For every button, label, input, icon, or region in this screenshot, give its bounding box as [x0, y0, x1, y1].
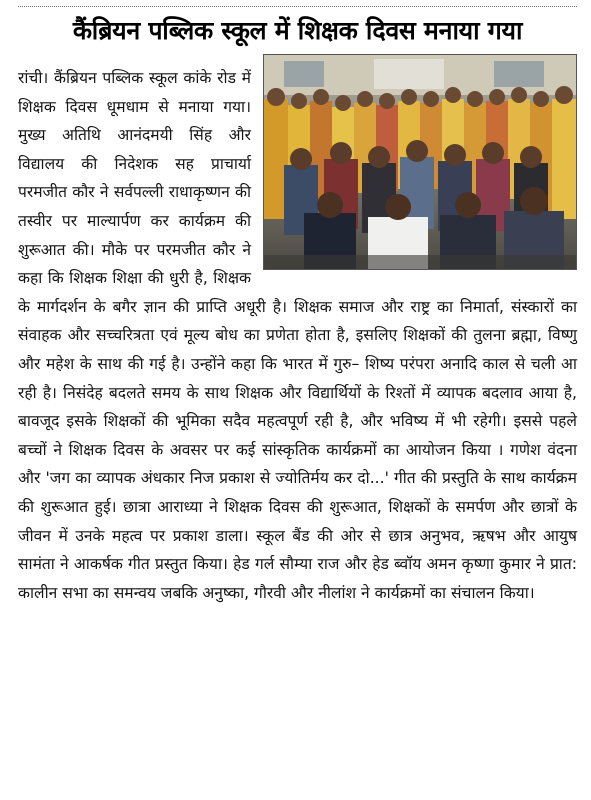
article-text: रांची। कैंब्रियन पब्लिक स्कूल कांके रोड में शिक्षक दिवस धूमधाम से मनाया गया। मुख्य अतिथि आनंदमयी सिंह और विद्यालय की निदेशक सह प्राचार्या परमजीत कौर ने सर्वपल्ली राधाकृष्णन की तस्वीर पर माल्यार्पण कर कार्यक्रम की शुरूआत की। मौके पर परमजीत कौर ने कहा कि शिक्षक शिक्षा की धुरी है, शिक्षक के मार्गदर्शन के बगैर ज्ञान की प्राप्ति अधूरी है। शिक्षक समाज और राष्ट्र का निमार्ता, संस्कारों का संवाहक और सच्चरित्रता एवं मूल्य बोध का प्रणेता होता है, इसलिए शिक्षकों की तुलना ब्रह्मा, विष्णु और महेश के साथ की गई है। उन्होंने कहा कि भारत में गुरु– शिष्य परंपरा अनादि काल से चली आ रही है। निसंदेह बदलते समय के साथ शिक्षक और विद्यार्थियों के रिश्तों में व्यापक बदलाव आया है, बावजूद इसके शिक्षकों की भूमिका सदैव महत्वपूर्ण रही है, और भविष्य में भी रहेगी। इससे पहले बच्चों ने शिक्षक दिवस के अवसर पर कई सांस्कृतिक कार्यक्रमों का आयोजन किया । गणेश वंदना और 'जग का व्यापक अंधकार निज प्रकाश से ज्योतिर्मय कर दो...' गीत की प्रस्तुति के साथ कार्यक्रम की शुरूआत हुई। छात्रा आराध्या ने शिक्षक दिवस की शुरूआत, शिक्षकों के समर्पण और छात्रों के जीवन में उनके महत्व पर प्रकाश डाला। स्कूल बैंड की ओर से छात्र अनुभव, ऋषभ और आयुष सामंता ने आकर्षक गीत प्रस्तुत किया। हेड गर्ल सौम्या राज और हेड ब्वॉय अमन कृष्णा कुमार ने प्रात: कालीन सभा का समन्वय जबकि अनुष्का, गौरवी और नीलांश ने कार्यक्रमों का संचालन किया।: [18, 69, 577, 602]
group-photo-icon: [263, 54, 577, 270]
top-dotted-rule: [18, 6, 577, 7]
headline: कैंब्रियन पब्लिक स्कूल में शिक्षक दिवस मनाया गया: [72, 16, 523, 45]
article-body: [18, 64, 577, 607]
